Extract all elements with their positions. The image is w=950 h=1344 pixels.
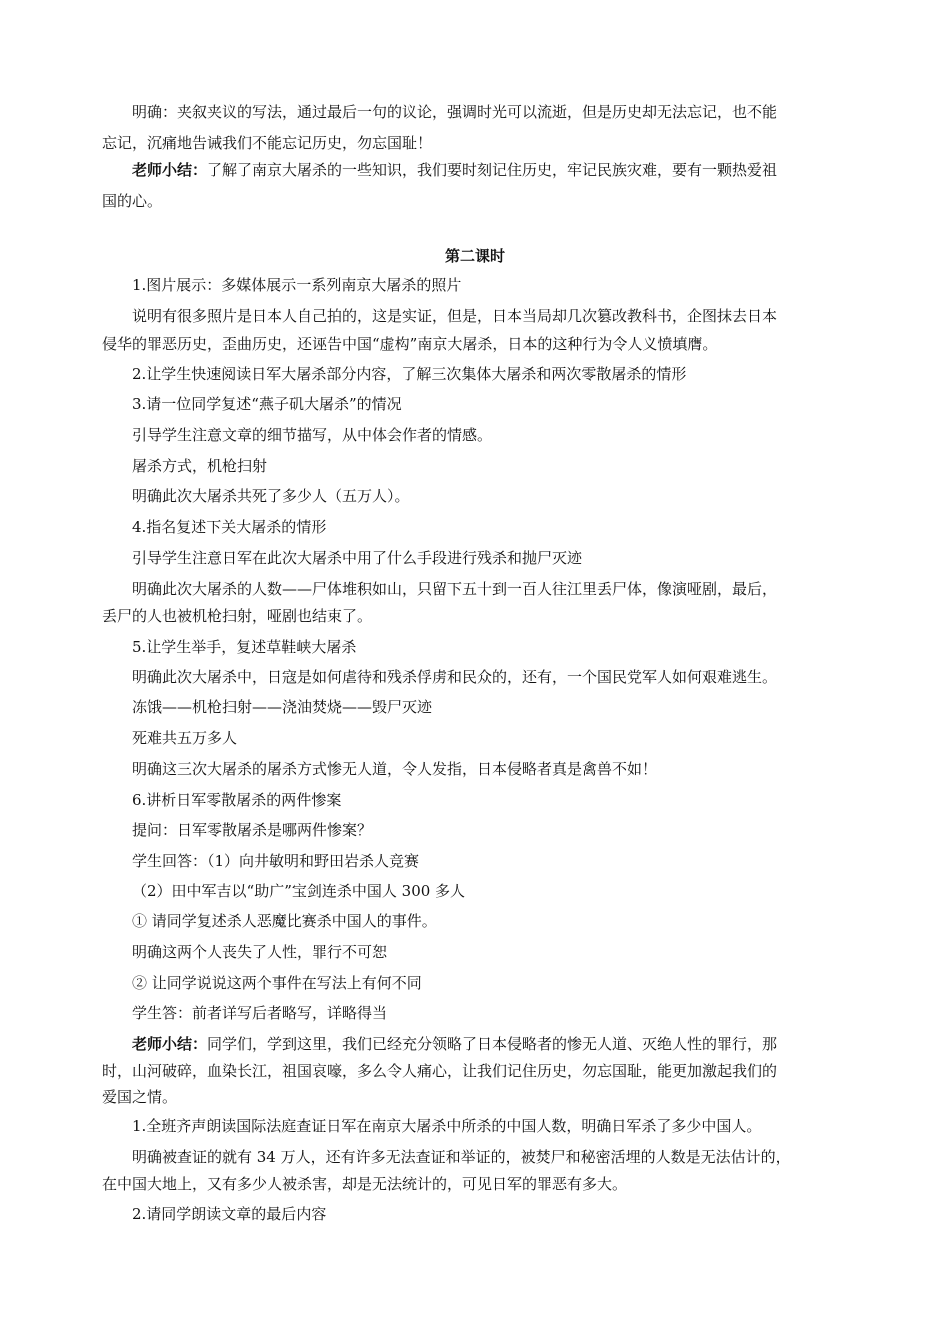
paragraph-line: 冻饿——机枪扫射——浇油焚烧——毁尸灭迹 xyxy=(132,698,433,716)
summary-text: 同学们，学到这里，我们已经充分领略了日本侵略者的惨无人道、灭绝人性的罪行，那 xyxy=(207,1035,778,1053)
paragraph-line: 3.请一位同学复述“燕子矶大屠杀”的情况 xyxy=(132,395,402,413)
summary-label: 老师小结： xyxy=(132,161,208,179)
paragraph-line: 2.请同学朗读文章的最后内容 xyxy=(132,1205,327,1223)
paragraph-line: 侵华的罪恶历史，歪曲历史，还诬告中国“虚构”南京大屠杀，日本的这种行为令人义愤填膺。 xyxy=(102,335,718,353)
paragraph-line: 明确被查证的就有 34 万人，还有许多无法查证和举证的，被焚尸和秘密活埋的人数是无法估计的， xyxy=(132,1148,791,1166)
paragraph-line: 时，山河破碎，血染长江，祖国哀嚎，多么令人痛心，让我们记住历史，勿忘国耻，能更加激起我们的 xyxy=(102,1062,778,1080)
paragraph-line: 在中国大地上，又有多少人被杀害，却是无法统计的，可见日军的罪恶有多大。 xyxy=(102,1175,628,1193)
paragraph-line: 明确此次大屠杀共死了多少人（五万人）。 xyxy=(132,487,410,505)
paragraph-line: 说明有很多照片是日本人自己拍的，这是实证，但是，日本当局却几次篡改教科书，企图抹去日本 xyxy=(132,307,778,325)
paragraph-line: 1.全班齐声朗读国际法庭查证日军在南京大屠杀中所杀的中国人数，明确日军杀了多少中国人。 xyxy=(132,1117,762,1135)
paragraph-line: 提问：日军零散屠杀是哪两件惨案？ xyxy=(132,821,373,839)
summary-label: 老师小结： xyxy=(132,1035,208,1053)
paragraph-line: 国的心。 xyxy=(102,192,163,210)
paragraph-line: 忘记，沉痛地告诫我们不能忘记历史，勿忘国耻！ xyxy=(102,134,433,152)
paragraph-line: 明确这三次大屠杀的屠杀方式惨无人道，令人发指，日本侵略者真是禽兽不如！ xyxy=(132,760,658,778)
paragraph-line: 明确这两个人丧失了人性，罪行不可恕 xyxy=(132,943,388,961)
paragraph-line: 明确：夹叙夹议的写法，通过最后一句的议论，强调时光可以流逝，但是历史却无法忘记，也不能 xyxy=(132,103,778,121)
paragraph-line: 引导学生注意文章的细节描写，从中体会作者的情感。 xyxy=(132,426,493,444)
paragraph-line: ② 让同学说说这两个事件在写法上有何不同 xyxy=(132,974,422,992)
paragraph-line: 明确此次大屠杀中，日寇是如何虐待和残杀俘虏和民众的，还有，一个国民党军人如何艰难逃生。 xyxy=(132,668,778,686)
paragraph-line: （2）田中军吉以“助广”宝剑连杀中国人 300 多人 xyxy=(132,882,466,900)
paragraph-line: 5.让学生举手，复述草鞋峡大屠杀 xyxy=(132,638,357,656)
paragraph-line: 明确此次大屠杀的人数——尸体堆积如山，只留下五十到一百人往江里丢尸体，像演哑剧，最后， xyxy=(132,580,778,598)
paragraph-line: 2.让学生快速阅读日军大屠杀部分内容，了解三次集体大屠杀和两次零散屠杀的情形 xyxy=(132,365,687,383)
paragraph-line: 屠杀方式，机枪扫射 xyxy=(132,457,268,475)
teacher-summary-line xyxy=(132,155,858,186)
paragraph-line: 学生答：前者详写后者略写，详略得当 xyxy=(132,1004,388,1022)
summary-text: 了解了南京大屠杀的一些知识，我们要时刻记住历史，牢记民族灾难，要有一颗热爱祖 xyxy=(207,161,778,179)
paragraph-line: 1.图片展示：多媒体展示一系列南京大屠杀的照片 xyxy=(132,276,462,294)
paragraph-line: 引导学生注意日军在此次大屠杀中用了什么手段进行残杀和抛尸灭迹 xyxy=(132,549,583,567)
paragraph-line: 丢尸的人也被机枪扫射，哑剧也结束了。 xyxy=(102,607,373,625)
paragraph-line: 6.讲析日军零散屠杀的两件惨案 xyxy=(132,791,342,809)
paragraph-line: ① 请同学复述杀人恶魔比赛杀中国人的事件。 xyxy=(132,912,437,930)
paragraph-line: 死难共五万多人 xyxy=(132,729,238,747)
paragraph-line: 学生回答：（1）向井敏明和野田岩杀人竞赛 xyxy=(132,852,420,870)
section-heading: 第二课时 xyxy=(444,247,505,265)
paragraph-line: 4.指名复述下关大屠杀的情形 xyxy=(132,518,327,536)
paragraph-line: 爱国之情。 xyxy=(102,1088,178,1106)
